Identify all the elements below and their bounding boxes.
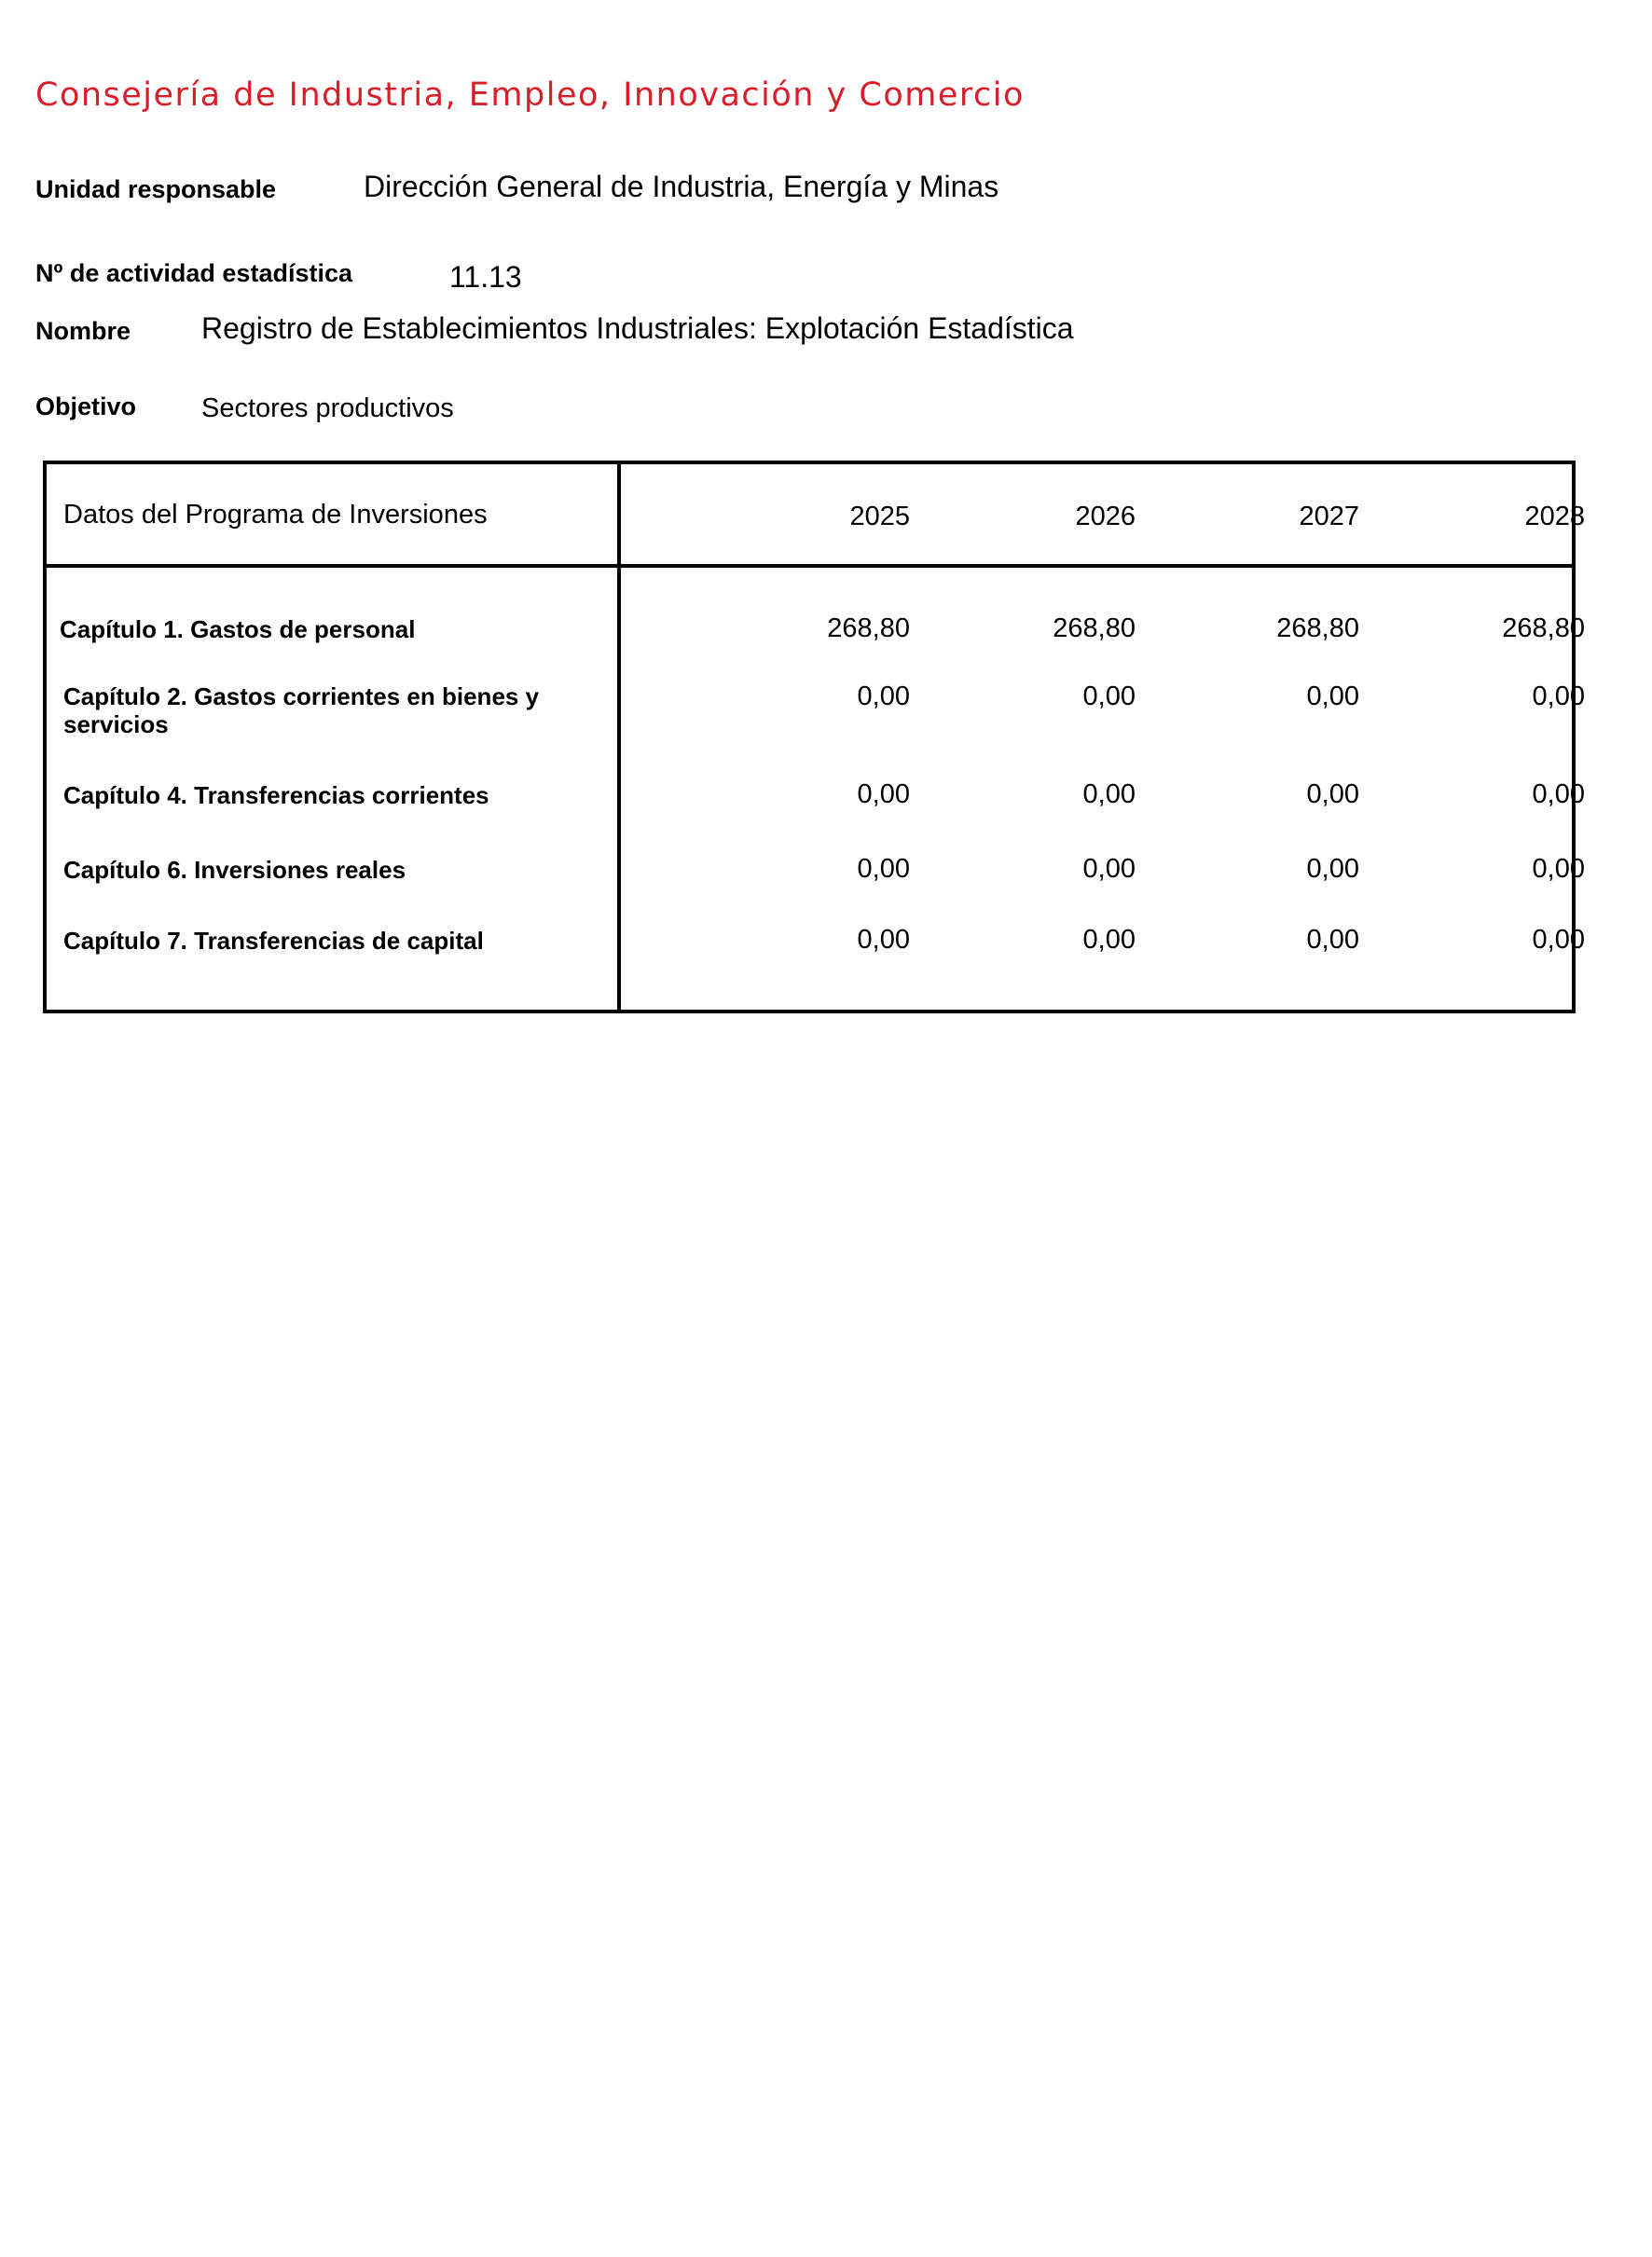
table-row-label: Capítulo 6. Inversiones reales — [63, 856, 406, 884]
table-cell: 0,00 — [1532, 681, 1585, 711]
investment-table — [43, 461, 1585, 1013]
numero-actividad-value: 11.13 — [449, 260, 522, 294]
table-cell: 0,00 — [1082, 779, 1136, 809]
table-cell: 0,00 — [1082, 681, 1136, 711]
table-row-label: Capítulo 4. Transferencias corrientes — [63, 781, 489, 809]
nombre-value: Registro de Establecimientos Industriales: Explotación Estadística — [201, 311, 1074, 345]
table-header-divider — [47, 564, 1572, 568]
table-column-divider — [617, 464, 621, 1010]
table-cell: 0,00 — [857, 779, 910, 809]
table-cell: 0,00 — [1532, 854, 1585, 884]
table-cell: 0,00 — [1306, 779, 1359, 809]
table-cell: 0,00 — [857, 681, 910, 711]
year-header: 2027 — [1299, 502, 1359, 531]
table-cell: 0,00 — [1306, 925, 1359, 955]
table-row-label: Capítulo 2. Gastos corrientes en bienes y servicios — [63, 682, 540, 738]
table-cell: 268,80 — [1502, 613, 1585, 643]
table-row-label: Capítulo 1. Gastos de personal — [60, 615, 416, 643]
nombre-label: Nombre — [35, 317, 131, 345]
unidad-responsable-value: Dirección General de Industria, Energía y Minas — [364, 170, 999, 203]
table-cell: 268,80 — [1276, 613, 1359, 643]
table-cell: 268,80 — [1053, 613, 1136, 643]
objetivo-value: Sectores productivos — [201, 393, 454, 423]
table-cell: 0,00 — [1532, 925, 1585, 955]
table-cell: 0,00 — [1532, 779, 1585, 809]
table-cell: 0,00 — [857, 854, 910, 884]
numero-actividad-label: Nº de actividad estadística — [35, 259, 352, 287]
table-cell: 0,00 — [1306, 854, 1359, 884]
year-header: 2028 — [1524, 502, 1585, 531]
objetivo-label: Objetivo — [35, 392, 137, 420]
table-cell: 0,00 — [1082, 925, 1136, 955]
table-cell: 0,00 — [1306, 681, 1359, 711]
table-header-label: Datos del Programa de Inversiones — [63, 500, 488, 530]
table-cell: 0,00 — [857, 925, 910, 955]
year-header: 2026 — [1075, 502, 1136, 531]
unidad-responsable-label: Unidad responsable — [35, 175, 277, 203]
table-cell: 0,00 — [1082, 854, 1136, 884]
table-row-label: Capítulo 7. Transferencias de capital — [63, 927, 484, 955]
page-title: Consejería de Industria, Empleo, Innovación y Comercio — [35, 76, 1025, 114]
year-header: 2025 — [849, 502, 910, 531]
table-cell: 268,80 — [827, 613, 910, 643]
